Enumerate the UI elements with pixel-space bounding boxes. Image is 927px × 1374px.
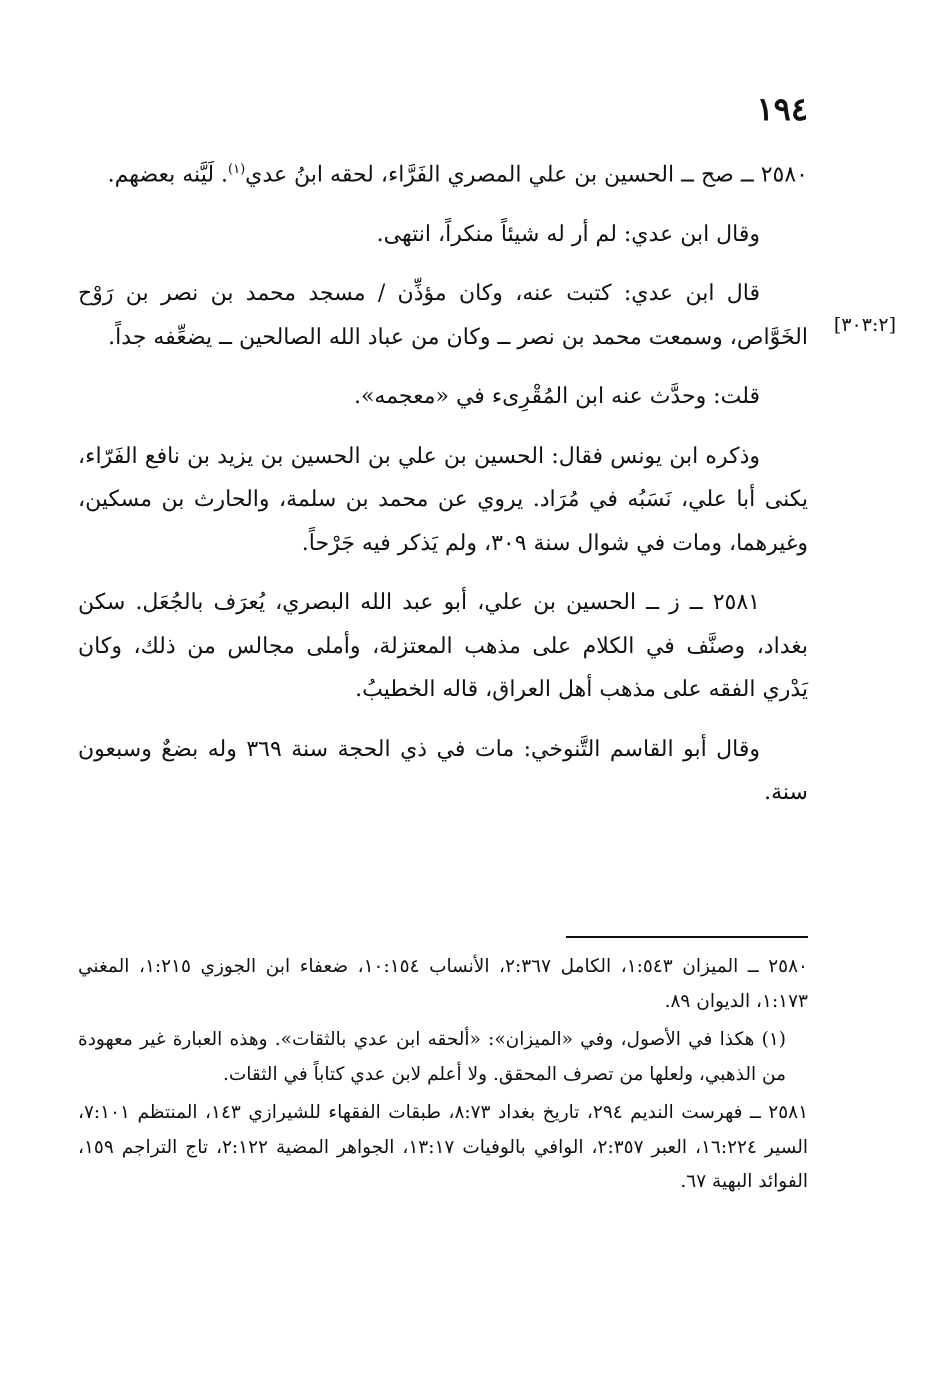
footnote-divider — [566, 936, 808, 938]
footnote-sources-2581: ٢٥٨١ ــ فهرست النديم ٢٩٤، تاريخ بغداد ٨:٧٣، طبقات الفقهاء للشيرازي ١٤٣، المنتظم ٧:١٠١، السير ١٦:٢٢٤، العبر ٢:٣٥٧، الوافي بالوفيات ١٣:١٧، الجواهر المضية ٢:١٢٢، تاج التراجم ١٥٩، الفوائد البهية ٦٧. — [78, 1102, 809, 1192]
footnote-marker: (١) — [228, 162, 246, 177]
footnote-sources-2580: ٢٥٨٠ ــ الميزان ١:٥٤٣، الكامل ٢:٣٦٧، الأنساب ١٠:١٥٤، ضعفاء ابن الجوزي ١:٢١٥، المغني ١:١٧٣، الديوان ٨٩. — [78, 956, 808, 1012]
paragraph: قال ابن عدي: كتبت عنه، وكان مؤذِّن / مسجد محمد بن نصر بن رَوْح الخَوَّاص، وسمعت محمد بن نصر ــ وكان من عباد الله الصالحين ــ يضعِّفه جداً. — [78, 281, 808, 350]
paragraph-tail: . لَيَّنه بعضهم. — [107, 162, 229, 188]
paragraph: قلت: وحدَّث عنه ابن المُقْرِىء في «معجمه». — [353, 384, 760, 410]
footnote-1: (١) هكذا في الأصول، وفي «الميزان»: «ألحقه ابن عدي بالثقات». وهذه العبارة غير معهودة من الذهبي، ولعلها من تصرف المحقق. ولا أعلم لابن عدي كتاباً في الثقات. — [78, 1029, 786, 1085]
paragraph: وقال أبو القاسم التَّنوخي: مات في ذي الحجة سنة ٣٦٩ وله بضعٌ وسبعون سنة. — [78, 736, 808, 806]
paragraph-text: ٢٥٨٠ ــ صح ــ الحسين بن علي المصري الفَرَّاء، لحقه ابنُ عدي — [245, 162, 808, 188]
footnotes — [78, 950, 808, 1204]
margin-reference: [٣٠٣:٢] — [833, 314, 896, 336]
entry-2581-heading: ٢٥٨١ ــ ز ــ الحسين بن علي، أبو عبد الله البصري، يُعرَف بالجُعَل. سكن بغداد، وصنَّف في الكلام على مذهب المعتزلة، وأملى مجالس من ذلك، وكان يَدْري الفقه على مذهب أهل العراق، قاله الخطيبُ. — [78, 590, 808, 703]
paragraph: وقال ابن عدي: لم أر له شيئاً منكراً، انتهى. — [376, 221, 760, 247]
paragraph: وذكره ابن يونس فقال: الحسين بن علي بن الحسين بن يزيد بن نافع الفَرّاء، يكنى أبا علي، نَسَبُه في مُرَاد. يروي عن محمد بن سلمة، والحارث بن مسكين، وغيرهما، ومات في شوال سنة ٣٠٩، ولم يَذكر فيه جَرْحاً. — [78, 443, 808, 556]
entry-2580-heading — [78, 148, 808, 197]
main-text — [78, 148, 808, 831]
page-number: ١٩٤ — [756, 90, 808, 128]
